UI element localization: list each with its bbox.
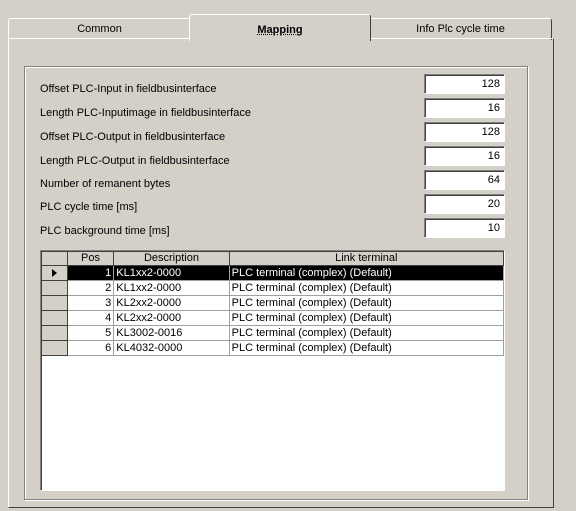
- terminal-mapping-table: [42, 252, 504, 356]
- cell-link-terminal[interactable]: PLC terminal (complex) (Default): [229, 326, 503, 341]
- cell-pos[interactable]: 1: [67, 266, 114, 281]
- row-indicator[interactable]: [42, 326, 67, 341]
- table-header-row: [42, 252, 504, 266]
- terminal-mapping-grid[interactable]: [40, 250, 505, 491]
- tab-common[interactable]: [8, 18, 191, 40]
- remanent-bytes-field[interactable]: 64: [424, 170, 505, 190]
- plc-background-time-label: PLC background time [ms]: [40, 225, 170, 237]
- cell-link-terminal[interactable]: PLC terminal (complex) (Default): [229, 341, 503, 356]
- plc-background-time-field[interactable]: 10: [424, 218, 505, 238]
- length-plc-output-label: Length PLC-Output in fieldbusinterface: [40, 155, 230, 167]
- table-row[interactable]: [42, 311, 504, 326]
- cell-pos[interactable]: 3: [67, 296, 114, 311]
- remanent-bytes-label: Number of remanent bytes: [40, 178, 171, 190]
- table-row[interactable]: [42, 326, 504, 341]
- cell-link-terminal[interactable]: PLC terminal (complex) (Default): [229, 281, 503, 296]
- row-indicator[interactable]: [42, 311, 67, 326]
- row-indicator[interactable]: [42, 341, 67, 356]
- column-header-link-terminal[interactable]: Link terminal: [229, 252, 503, 266]
- table-row[interactable]: [42, 281, 504, 296]
- cell-description[interactable]: KL1xx2-0000: [114, 266, 229, 281]
- row-indicator[interactable]: [42, 266, 67, 281]
- column-header-pos[interactable]: Pos: [67, 252, 114, 266]
- length-plc-output-field[interactable]: 16: [424, 146, 505, 166]
- column-header-description[interactable]: Description: [114, 252, 229, 266]
- row-indicator[interactable]: [42, 281, 67, 296]
- cell-description[interactable]: KL4032-0000: [114, 341, 229, 356]
- table-row[interactable]: [42, 341, 504, 356]
- offset-plc-output-field[interactable]: 128: [424, 122, 505, 142]
- tab-mapping-label: Mapping: [257, 24, 303, 36]
- offset-plc-input-label: Offset PLC-Input in fieldbusinterface: [40, 83, 217, 95]
- cell-description[interactable]: KL3002-0016: [114, 326, 229, 341]
- cell-pos[interactable]: 6: [67, 341, 114, 356]
- cell-link-terminal[interactable]: PLC terminal (complex) (Default): [229, 266, 503, 281]
- offset-plc-output-label: Offset PLC-Output in fieldbusinterface: [40, 131, 226, 143]
- table-row[interactable]: [42, 296, 504, 311]
- cell-pos[interactable]: 2: [67, 281, 114, 296]
- tab-info-plc-cycle-time[interactable]: [369, 18, 552, 40]
- cell-description[interactable]: KL2xx2-0000: [114, 311, 229, 326]
- row-indicator[interactable]: [42, 296, 67, 311]
- row-indicator-header: [42, 252, 67, 266]
- cell-description[interactable]: KL2xx2-0000: [114, 296, 229, 311]
- cell-description[interactable]: KL1xx2-0000: [114, 281, 229, 296]
- cell-link-terminal[interactable]: PLC terminal (complex) (Default): [229, 296, 503, 311]
- tab-info-label: Info Plc cycle time: [416, 23, 505, 35]
- offset-plc-input-field[interactable]: 128: [424, 74, 505, 94]
- tab-common-label: Common: [77, 23, 122, 35]
- length-plc-inputimage-label: Length PLC-Inputimage in fieldbusinterface: [40, 107, 251, 119]
- plc-cycle-time-label: PLC cycle time [ms]: [40, 201, 138, 213]
- cell-link-terminal[interactable]: PLC terminal (complex) (Default): [229, 311, 503, 326]
- plc-cycle-time-field[interactable]: 20: [424, 194, 505, 214]
- tab-mapping[interactable]: [189, 14, 371, 41]
- table-row[interactable]: [42, 266, 504, 281]
- current-row-arrow-icon: [52, 269, 57, 277]
- length-plc-inputimage-field[interactable]: 16: [424, 98, 505, 118]
- cell-pos[interactable]: 5: [67, 326, 114, 341]
- cell-pos[interactable]: 4: [67, 311, 114, 326]
